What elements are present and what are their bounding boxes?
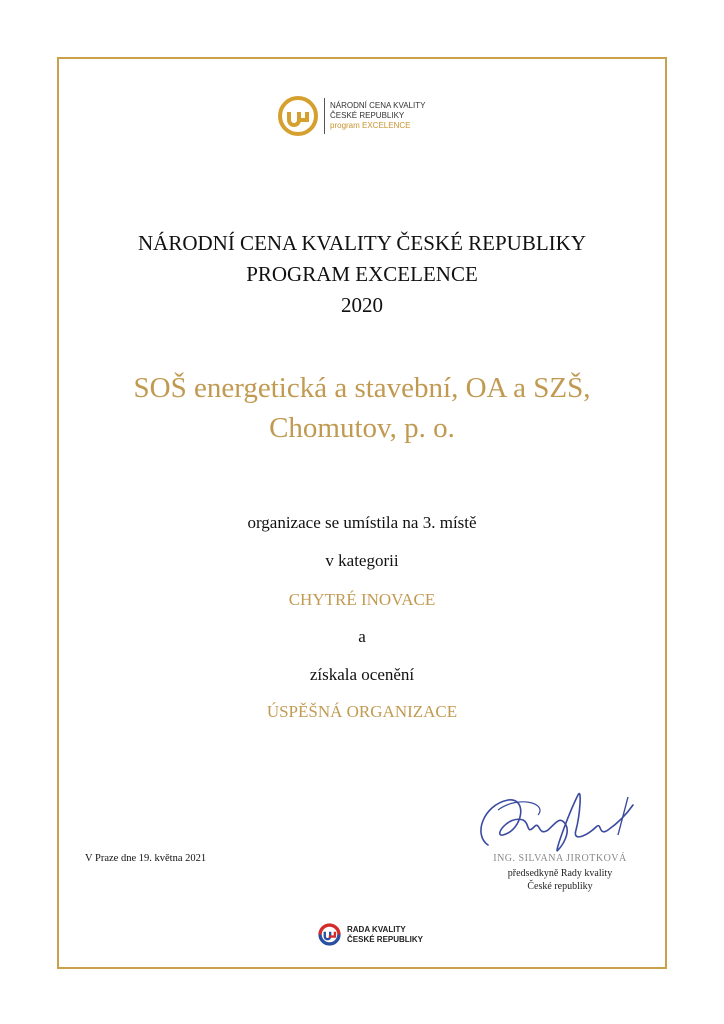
quality-council-logo xyxy=(316,921,423,948)
category-label: v kategorii xyxy=(325,551,399,570)
category-name: CHYTRÉ INOVACE xyxy=(288,590,436,609)
signer-role-line2: České republiky xyxy=(527,881,593,892)
national-quality-award-logo xyxy=(278,96,425,136)
organization-name-line1: SOŠ energetická a stavební, OA a SZŠ, xyxy=(133,372,591,404)
award-label: získala ocenění xyxy=(309,665,415,684)
council-logo-text-line2: ČESKÉ REPUBLIKY xyxy=(347,934,424,944)
heading-line2: PROGRAM EXCELENCE xyxy=(246,262,478,286)
conjunction-text: a xyxy=(358,627,366,646)
logo-text-line1: NÁRODNÍ CENA KVALITY xyxy=(330,101,426,110)
organization-name-line2: Chomutov, p. o. xyxy=(269,412,455,444)
signer-name: ING. SILVANA JIROTKOVÁ xyxy=(493,853,627,864)
logo-divider xyxy=(324,98,325,134)
place-and-date: V Praze dne 19. května 2021 xyxy=(85,853,207,864)
heading-year: 2020 xyxy=(341,293,383,317)
signer-role-line1: předsedkyně Rady kvality xyxy=(507,868,613,879)
placement-text: organizace se umístila na 3. místě xyxy=(247,513,477,532)
quality-council-emblem-icon xyxy=(316,921,343,948)
logo-text-line3: program EXCELENCE xyxy=(330,121,411,130)
award-name: ÚSPĚŠNÁ ORGANIZACE xyxy=(266,702,458,721)
council-logo-text-line1: RADA KVALITY xyxy=(347,924,406,934)
quality-award-emblem-icon xyxy=(278,96,318,136)
logo-text-line2: ČESKÉ REPUBLIKY xyxy=(330,111,405,120)
heading-line1: NÁRODNÍ CENA KVALITY ČESKÉ REPUBLIKY xyxy=(137,231,586,255)
